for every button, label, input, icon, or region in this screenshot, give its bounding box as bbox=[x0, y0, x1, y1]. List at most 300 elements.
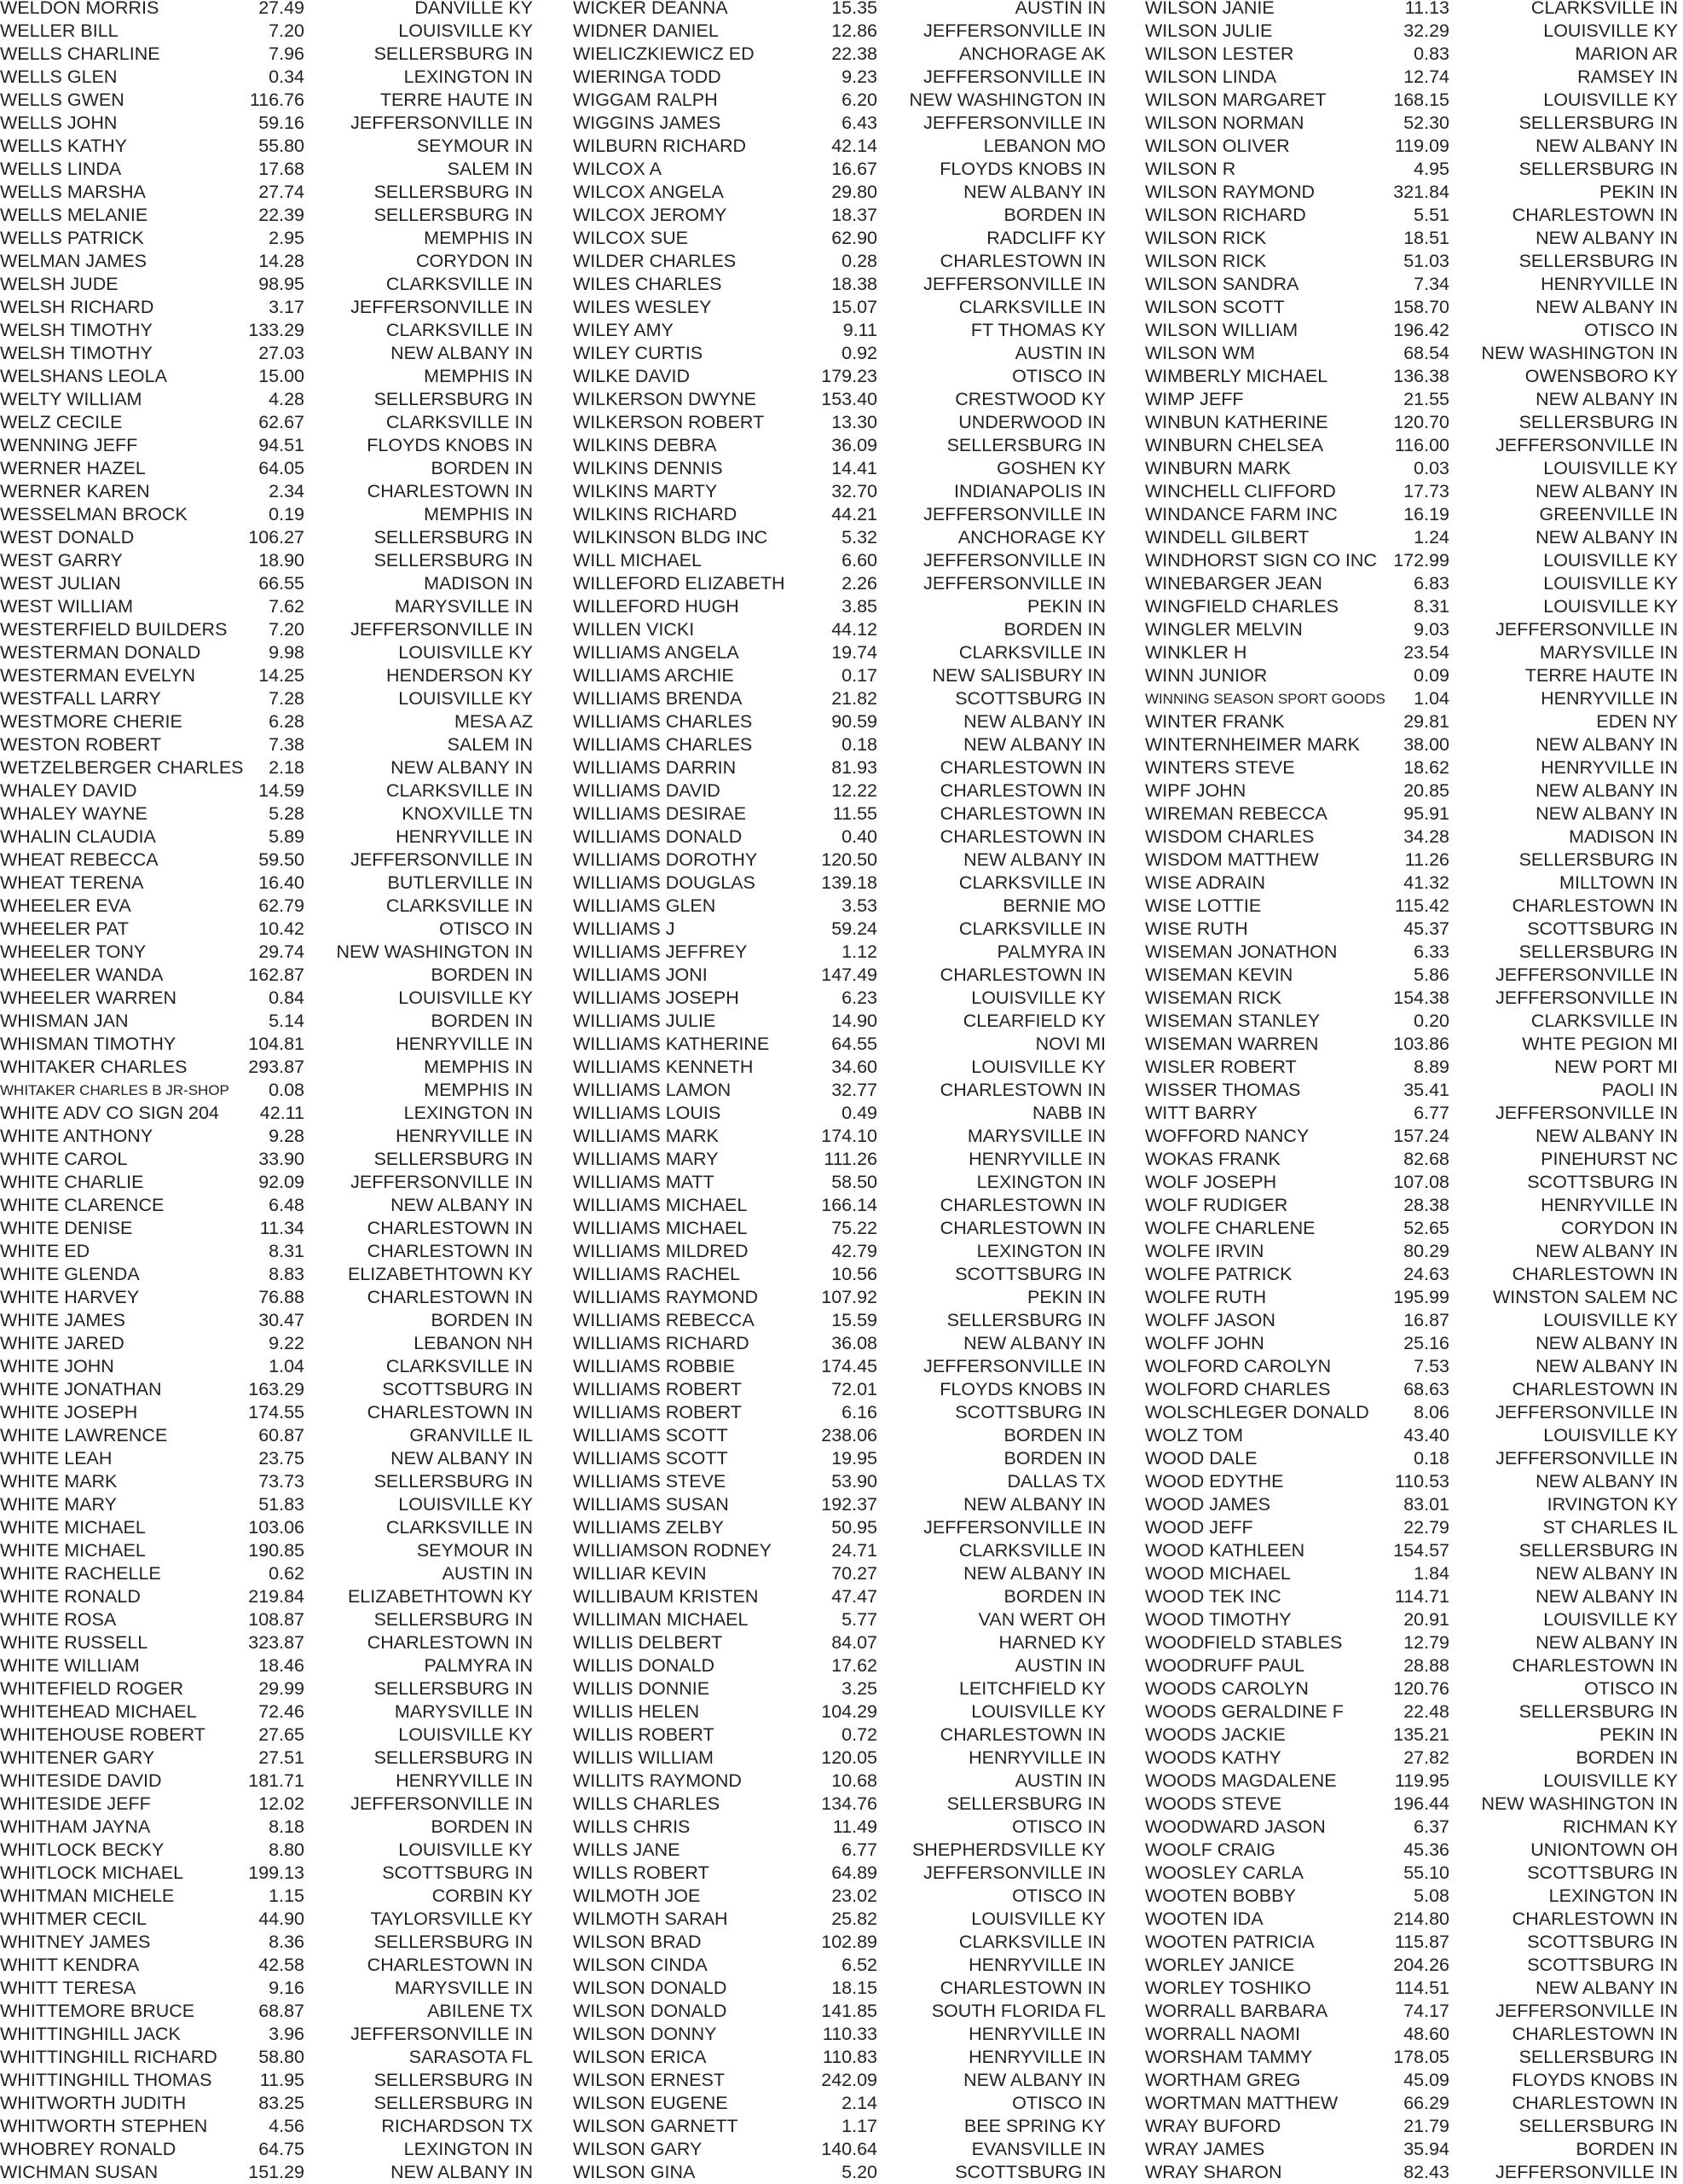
entry-location: CHARLESTOWN IN bbox=[367, 481, 533, 501]
entry-name: WESTERMAN DONALD bbox=[0, 642, 201, 663]
entry-amount: 72.01 bbox=[831, 1379, 877, 1399]
entry-name: WRAY BUFORD bbox=[1145, 2116, 1281, 2136]
entry-name: WILLIAMS DONALD bbox=[573, 826, 743, 847]
entry-location: BORDEN IN bbox=[1003, 1425, 1106, 1445]
entry-amount: 29.80 bbox=[831, 182, 877, 202]
entry-name: WHITTINGHILL THOMAS bbox=[0, 2070, 212, 2090]
listing-row bbox=[573, 1631, 1134, 1654]
entry-amount: 72.46 bbox=[258, 1701, 304, 1722]
entry-amount: 17.68 bbox=[258, 159, 304, 179]
entry-location: ANCHORAGE AK bbox=[958, 43, 1106, 64]
entry-amount: 0.18 bbox=[1414, 1448, 1449, 1469]
entry-name: WOODS JACKIE bbox=[1145, 1724, 1286, 1745]
listing-row bbox=[1145, 826, 1683, 849]
entry-amount: 66.29 bbox=[1403, 2093, 1449, 2113]
listing-row bbox=[0, 503, 561, 526]
entry-name: WILL MICHAEL bbox=[573, 550, 702, 571]
entry-name: WERNER HAZEL bbox=[0, 458, 146, 478]
entry-amount: 94.51 bbox=[258, 435, 304, 455]
entry-location: NEW ALBANY IN bbox=[1536, 1356, 1678, 1376]
entry-location: LOUISVILLE KY bbox=[1543, 1310, 1678, 1330]
entry-name: WOLSCHLEGER DONALD bbox=[1145, 1402, 1369, 1422]
listing-row bbox=[1145, 595, 1683, 618]
listing-row bbox=[1145, 457, 1683, 480]
listing-row bbox=[573, 1493, 1134, 1516]
entry-amount: 323.87 bbox=[248, 1632, 304, 1653]
listing-row bbox=[0, 779, 561, 802]
entry-location: CHARLESTOWN IN bbox=[367, 1241, 533, 1261]
entry-amount: 12.02 bbox=[258, 1793, 304, 1814]
entry-location: BORDEN IN bbox=[431, 1310, 533, 1330]
listing-row bbox=[573, 342, 1134, 365]
entry-amount: 134.76 bbox=[821, 1793, 877, 1814]
entry-location: PEKIN IN bbox=[1599, 1724, 1678, 1745]
entry-amount: 199.13 bbox=[248, 1862, 304, 1883]
entry-name: WHALEY WAYNE bbox=[0, 803, 147, 824]
entry-name: WHITE LAWRENCE bbox=[0, 1425, 168, 1445]
listing-row bbox=[1145, 1816, 1683, 1839]
entry-location: NEW ALBANY IN bbox=[1536, 1126, 1678, 1146]
entry-name: WHITWORTH STEPHEN bbox=[0, 2116, 208, 2136]
entry-amount: 84.07 bbox=[831, 1632, 877, 1653]
entry-name: WISDOM MATTHEW bbox=[1145, 849, 1319, 870]
entry-amount: 166.14 bbox=[821, 1195, 877, 1215]
entry-location: LOUISVILLE KY bbox=[398, 642, 533, 663]
listing-row bbox=[573, 1770, 1134, 1793]
listing-row bbox=[1145, 250, 1683, 273]
entry-location: PINEHURST NC bbox=[1541, 1149, 1678, 1169]
entry-location: JEFFERSONVILLE IN bbox=[350, 113, 533, 133]
listing-row bbox=[1145, 480, 1683, 503]
entry-location: MESA AZ bbox=[454, 711, 533, 732]
entry-name: WOOD EDYTHE bbox=[1145, 1471, 1284, 1492]
entry-name: WILEY AMY bbox=[573, 320, 674, 340]
entry-name: WILLIAMS DESIRAE bbox=[573, 803, 747, 824]
entry-name: WHITE WILLIAM bbox=[0, 1655, 140, 1676]
entry-name: WISSER THOMAS bbox=[1145, 1080, 1301, 1100]
listing-row bbox=[573, 273, 1134, 296]
entry-name: WILLIAMS REBECCA bbox=[573, 1310, 755, 1330]
entry-amount: 51.83 bbox=[258, 1494, 304, 1515]
entry-name: WHITTEMORE BRUCE bbox=[0, 2001, 195, 2021]
entry-name: WOODFIELD STABLES bbox=[1145, 1632, 1343, 1653]
entry-name: WILLIAMS KATHERINE bbox=[573, 1034, 770, 1054]
entry-name: WILKERSON DWYNE bbox=[573, 389, 757, 409]
listing-row bbox=[573, 1309, 1134, 1332]
listing-row bbox=[1145, 802, 1683, 826]
entry-location: LEXINGTON IN bbox=[403, 1103, 533, 1123]
entry-name: WELSH TIMOTHY bbox=[0, 343, 153, 363]
entry-amount: 68.54 bbox=[1403, 343, 1449, 363]
entry-name: WORTHAM GREG bbox=[1145, 2070, 1301, 2090]
entry-location: LEXINGTON IN bbox=[403, 2139, 533, 2159]
listing-row bbox=[573, 365, 1134, 388]
entry-name: WORLEY TOSHIKO bbox=[1145, 1978, 1311, 1998]
entry-name: WOOSLEY CARLA bbox=[1145, 1862, 1304, 1883]
entry-amount: 53.90 bbox=[831, 1471, 877, 1492]
listing-row bbox=[573, 1217, 1134, 1240]
listing-row bbox=[0, 1816, 561, 1839]
listing-row bbox=[573, 181, 1134, 204]
entry-amount: 5.28 bbox=[269, 803, 304, 824]
entry-name: WILLIAMS ZELBY bbox=[573, 1517, 724, 1538]
entry-amount: 6.33 bbox=[1414, 941, 1449, 962]
entry-name: WOLF JOSEPH bbox=[1145, 1172, 1277, 1192]
entry-location: JEFFERSONVILLE IN bbox=[1495, 2001, 1678, 2021]
listing-row bbox=[1145, 1908, 1683, 1931]
entry-location: FLOYDS KNOBS IN bbox=[367, 435, 533, 455]
listing-row bbox=[1145, 1562, 1683, 1585]
listing-row bbox=[1145, 918, 1683, 941]
entry-name: WILLIAMS ARCHIE bbox=[573, 665, 734, 686]
listing-row bbox=[573, 1816, 1134, 1839]
entry-name: WHITE JOHN bbox=[0, 1356, 114, 1376]
entry-location: JEFFERSONVILLE IN bbox=[923, 550, 1106, 571]
entry-name: WILSON RAYMOND bbox=[1145, 182, 1316, 202]
listing-row bbox=[0, 2092, 561, 2115]
listing-column-2 bbox=[573, 0, 1134, 2183]
entry-name: WINDELL GILBERT bbox=[1145, 527, 1310, 547]
listing-row bbox=[1145, 66, 1683, 89]
entry-name: WOODS CAROLYN bbox=[1145, 1678, 1309, 1699]
entry-name: WESSELMAN BROCK bbox=[0, 504, 188, 524]
entry-amount: 11.55 bbox=[832, 803, 877, 824]
entry-amount: 45.37 bbox=[1403, 918, 1449, 939]
listing-row bbox=[573, 710, 1134, 733]
listing-row bbox=[573, 1401, 1134, 1424]
entry-location: CHARLESTOWN IN bbox=[940, 1195, 1106, 1215]
listing-row bbox=[1145, 526, 1683, 549]
entry-location: CHARLESTOWN IN bbox=[1512, 2024, 1678, 2044]
entry-location: LOUISVILLE KY bbox=[1543, 458, 1678, 478]
listing-row bbox=[1145, 779, 1683, 802]
entry-name: WILLIMAN MICHAEL bbox=[573, 1609, 749, 1630]
entry-location: LEXINGTON IN bbox=[976, 1172, 1106, 1192]
listing-row bbox=[573, 43, 1134, 66]
entry-amount: 3.96 bbox=[269, 2024, 304, 2044]
listing-row bbox=[1145, 319, 1683, 342]
entry-location: PEKIN IN bbox=[1027, 1287, 1106, 1307]
listing-row bbox=[1145, 1954, 1683, 1977]
entry-amount: 116.00 bbox=[1394, 435, 1449, 455]
entry-name: WHITESIDE JEFF bbox=[0, 1793, 151, 1814]
entry-amount: 172.99 bbox=[1393, 550, 1449, 571]
entry-amount: 17.73 bbox=[1403, 481, 1449, 501]
entry-amount: 16.87 bbox=[1403, 1310, 1449, 1330]
entry-location: BORDEN IN bbox=[431, 1011, 533, 1031]
entry-amount: 98.95 bbox=[258, 274, 304, 294]
entry-location: NEW ALBANY IN bbox=[963, 1333, 1106, 1353]
entry-amount: 0.34 bbox=[269, 67, 304, 87]
entry-name: WOODRUFF PAUL bbox=[1145, 1655, 1305, 1676]
listing-row bbox=[0, 227, 561, 250]
entry-name: WILSON ERNEST bbox=[573, 2070, 725, 2090]
entry-location: FLOYDS KNOBS IN bbox=[940, 159, 1106, 179]
listing-row bbox=[1145, 296, 1683, 319]
entry-amount: 52.65 bbox=[1403, 1218, 1449, 1238]
listing-row bbox=[573, 1148, 1134, 1171]
listing-row bbox=[0, 1931, 561, 1954]
entry-location: SELLERSBURG IN bbox=[373, 550, 533, 571]
listing-row bbox=[573, 250, 1134, 273]
entry-name: WIERINGA TODD bbox=[573, 67, 721, 87]
listing-row bbox=[0, 941, 561, 964]
listing-row bbox=[573, 895, 1134, 918]
entry-amount: 11.34 bbox=[259, 1218, 304, 1238]
entry-amount: 1.15 bbox=[269, 1886, 304, 1906]
listing-row bbox=[0, 1424, 561, 1447]
entry-amount: 15.07 bbox=[831, 297, 877, 317]
entry-location: HENRYVILLE IN bbox=[396, 1034, 533, 1054]
entry-amount: 90.59 bbox=[831, 711, 877, 732]
entry-name: WILSON BRAD bbox=[573, 1932, 702, 1952]
entry-name: WHITE MARY bbox=[0, 1494, 117, 1515]
listing-row bbox=[573, 135, 1134, 158]
listing-row bbox=[0, 1079, 561, 1102]
entry-name: WOOD TEK INC bbox=[1145, 1586, 1281, 1607]
listing-row bbox=[0, 204, 561, 227]
entry-name: WILLIAMS JONI bbox=[573, 965, 708, 985]
listing-row bbox=[0, 1378, 561, 1401]
entry-name: WILLIS DELBERT bbox=[573, 1632, 723, 1653]
listing-row bbox=[573, 1102, 1134, 1125]
entry-name: WOOTEN PATRICIA bbox=[1145, 1932, 1315, 1952]
listing-row bbox=[0, 733, 561, 756]
entry-location: MADISON IN bbox=[1569, 826, 1678, 847]
entry-amount: 76.88 bbox=[258, 1287, 304, 1307]
listing-row bbox=[573, 826, 1134, 849]
entry-name: WIDNER DANIEL bbox=[573, 20, 719, 41]
listing-row bbox=[1145, 1723, 1683, 1747]
entry-name: WHITWORTH JUDITH bbox=[0, 2093, 187, 2113]
entry-amount: 14.25 bbox=[258, 665, 304, 686]
entry-name: WHITE MICHAEL bbox=[0, 1540, 146, 1561]
entry-amount: 119.09 bbox=[1394, 136, 1449, 156]
entry-amount: 108.87 bbox=[248, 1609, 304, 1630]
entry-name: WILES WESLEY bbox=[573, 297, 712, 317]
listing-row bbox=[1145, 2069, 1683, 2092]
entry-name: WELLS CHARLINE bbox=[0, 43, 160, 64]
entry-location: SCOTTSBURG IN bbox=[955, 1402, 1106, 1422]
entry-amount: 242.09 bbox=[821, 2070, 877, 2090]
entry-name: WHITTINGHILL RICHARD bbox=[0, 2047, 217, 2067]
entry-name: WILLIAMS JULIE bbox=[573, 1011, 716, 1031]
entry-location: NEW ALBANY IN bbox=[390, 757, 533, 778]
listing-row bbox=[573, 1839, 1134, 1862]
entry-location: HENRYVILLE IN bbox=[396, 1770, 533, 1791]
entry-name: WOLFORD CAROLYN bbox=[1145, 1356, 1332, 1376]
listing-row bbox=[1145, 1010, 1683, 1033]
listing-row bbox=[1145, 1217, 1683, 1240]
entry-amount: 64.55 bbox=[831, 1034, 877, 1054]
entry-name: WILLIS DONALD bbox=[573, 1655, 715, 1676]
entry-name: WHITE ED bbox=[0, 1241, 90, 1261]
listing-row bbox=[1145, 503, 1683, 526]
entry-name: WILSON SCOTT bbox=[1145, 297, 1285, 317]
entry-name: WINTERNHEIMER MARK bbox=[1145, 734, 1361, 755]
entry-location: ELIZABETHTOWN KY bbox=[347, 1264, 533, 1284]
listing-row bbox=[573, 1240, 1134, 1263]
listing-row bbox=[573, 849, 1134, 872]
listing-row bbox=[573, 641, 1134, 664]
listing-row bbox=[1145, 1171, 1683, 1194]
entry-location: CLARKSVILLE IN bbox=[958, 918, 1106, 939]
entry-name: WILLIAMS ROBERT bbox=[573, 1402, 742, 1422]
listing-row bbox=[1145, 1585, 1683, 1608]
entry-name: WILSON JULIE bbox=[1145, 20, 1273, 41]
entry-name: WOLFORD CHARLES bbox=[1145, 1379, 1331, 1399]
listing-row bbox=[1145, 1447, 1683, 1470]
entry-amount: 196.42 bbox=[1393, 320, 1449, 340]
entry-name: WHITESIDE DAVID bbox=[0, 1770, 162, 1791]
entry-location: HENRYVILLE IN bbox=[396, 1126, 533, 1146]
entry-location: BORDEN IN bbox=[1576, 1747, 1678, 1768]
entry-location: TERRE HAUTE IN bbox=[1524, 665, 1678, 686]
listing-row bbox=[0, 273, 561, 296]
entry-amount: 81.93 bbox=[831, 757, 877, 778]
entry-location: OTISCO IN bbox=[1012, 1816, 1106, 1837]
listing-row bbox=[1145, 388, 1683, 411]
entry-amount: 9.11 bbox=[842, 320, 877, 340]
entry-name: WILSON DONNY bbox=[573, 2024, 717, 2044]
entry-location: NEW SALISBURY IN bbox=[932, 665, 1106, 686]
entry-amount: 181.71 bbox=[248, 1770, 304, 1791]
listing-row bbox=[0, 1263, 561, 1286]
listing-row bbox=[573, 779, 1134, 802]
entry-location: NEW ALBANY IN bbox=[963, 2070, 1106, 2090]
listing-row bbox=[1145, 1539, 1683, 1562]
entry-amount: 1.12 bbox=[842, 941, 877, 962]
entry-location: CHARLESTOWN IN bbox=[1512, 1264, 1678, 1284]
entry-amount: 8.18 bbox=[269, 1816, 304, 1837]
listing-row bbox=[1145, 1885, 1683, 1908]
entry-amount: 59.16 bbox=[258, 113, 304, 133]
entry-location: NEW WASHINGTON IN bbox=[909, 90, 1106, 110]
entry-location: SEYMOUR IN bbox=[416, 136, 533, 156]
entry-amount: 62.67 bbox=[258, 412, 304, 432]
listing-row bbox=[0, 1908, 561, 1931]
entry-location: BORDEN IN bbox=[1576, 2139, 1678, 2159]
entry-location: NEW ALBANY IN bbox=[1536, 1632, 1678, 1653]
entry-location: MEMPHIS IN bbox=[424, 366, 533, 386]
entry-amount: 25.16 bbox=[1403, 1333, 1449, 1353]
entry-amount: 12.74 bbox=[1403, 67, 1449, 87]
entry-name: WILLIAMS CHARLES bbox=[573, 711, 753, 732]
entry-name: WHITE ANTHONY bbox=[0, 1126, 153, 1146]
entry-location: BORDEN IN bbox=[1003, 619, 1106, 640]
entry-amount: 43.40 bbox=[1403, 1425, 1449, 1445]
entry-amount: 136.38 bbox=[1393, 366, 1449, 386]
entry-name: WILLS CHARLES bbox=[573, 1793, 720, 1814]
entry-amount: 23.75 bbox=[258, 1448, 304, 1469]
listing-row bbox=[573, 618, 1134, 641]
entry-name: WHITE RACHELLE bbox=[0, 1563, 161, 1584]
entry-location: MEMPHIS IN bbox=[424, 1080, 533, 1100]
entry-amount: 27.74 bbox=[258, 182, 304, 202]
entry-location: HENRYVILLE IN bbox=[1541, 274, 1678, 294]
entry-amount: 120.70 bbox=[1393, 412, 1449, 432]
entry-location: BORDEN IN bbox=[431, 1816, 533, 1837]
entry-amount: 44.12 bbox=[831, 619, 877, 640]
entry-amount: 8.80 bbox=[269, 1839, 304, 1860]
entry-name: WOLFE RUTH bbox=[1145, 1287, 1267, 1307]
entry-amount: 178.05 bbox=[1393, 2047, 1449, 2067]
entry-location: JEFFERSONVILLE IN bbox=[350, 619, 533, 640]
entry-location: SELLERSBURG IN bbox=[373, 389, 533, 409]
entry-location: LOUISVILLE KY bbox=[971, 1701, 1106, 1722]
entry-amount: 29.99 bbox=[258, 1678, 304, 1699]
entry-name: WELSH RICHARD bbox=[0, 297, 154, 317]
entry-name: WHITE RONALD bbox=[0, 1586, 141, 1607]
entry-name: WOODS STEVE bbox=[1145, 1793, 1282, 1814]
entry-amount: 27.82 bbox=[1403, 1747, 1449, 1768]
entry-location: SELLERSBURG IN bbox=[373, 2093, 533, 2113]
entry-name: WILSON DONALD bbox=[573, 1978, 727, 1998]
entry-name: WILLIAMS KENNETH bbox=[573, 1057, 754, 1077]
entry-location: NEW ALBANY IN bbox=[1536, 228, 1678, 248]
entry-amount: 24.71 bbox=[831, 1540, 877, 1561]
listing-row bbox=[0, 1885, 561, 1908]
listing-row bbox=[1145, 1793, 1683, 1816]
listing-row bbox=[1145, 1240, 1683, 1263]
listing-row bbox=[1145, 158, 1683, 181]
entry-name: WISEMAN JONATHON bbox=[1145, 941, 1338, 962]
listing-row bbox=[0, 1493, 561, 1516]
listing-row bbox=[1145, 1056, 1683, 1079]
entry-location: KNOXVILLE TN bbox=[402, 803, 533, 824]
listing-row bbox=[573, 66, 1134, 89]
listing-row bbox=[1145, 710, 1683, 733]
listing-row bbox=[1145, 112, 1683, 135]
entry-amount: 0.72 bbox=[842, 1724, 877, 1745]
entry-amount: 106.27 bbox=[248, 527, 304, 547]
entry-location: SELLERSBURG IN bbox=[946, 1793, 1106, 1814]
entry-location: PALMYRA IN bbox=[997, 941, 1106, 962]
entry-location: NEW ALBANY IN bbox=[963, 734, 1106, 755]
entry-location: CHARLESTOWN IN bbox=[1512, 1655, 1678, 1676]
entry-location: HENRYVILLE IN bbox=[969, 1747, 1106, 1768]
listing-row bbox=[573, 388, 1134, 411]
entry-name: WISE RUTH bbox=[1145, 918, 1248, 939]
entry-name: WHITE JONATHAN bbox=[0, 1379, 162, 1399]
entry-amount: 95.91 bbox=[1403, 803, 1449, 824]
entry-name: WEST GARRY bbox=[0, 550, 123, 571]
entry-amount: 34.60 bbox=[831, 1057, 877, 1077]
entry-location: CHARLESTOWN IN bbox=[367, 1402, 533, 1422]
entry-amount: 7.28 bbox=[269, 688, 304, 709]
entry-amount: 153.40 bbox=[821, 389, 877, 409]
entry-amount: 1.24 bbox=[1414, 527, 1449, 547]
entry-name: WOKAS FRANK bbox=[1145, 1149, 1281, 1169]
listing-row bbox=[1145, 572, 1683, 595]
entry-name: WIMBERLY MICHAEL bbox=[1145, 366, 1328, 386]
entry-location: SCOTTSBURG IN bbox=[1527, 1862, 1678, 1883]
entry-name: WILKERSON ROBERT bbox=[573, 412, 765, 432]
entry-name: WORSHAM TAMMY bbox=[1145, 2047, 1313, 2067]
entry-location: NEW WASHINGTON IN bbox=[1481, 1793, 1678, 1814]
entry-location: NEW PORT MI bbox=[1554, 1057, 1678, 1077]
entry-name: WILES CHARLES bbox=[573, 274, 722, 294]
listing-row bbox=[0, 1010, 561, 1033]
entry-name: WELLS MARSHA bbox=[0, 182, 146, 202]
listing-row bbox=[1145, 1079, 1683, 1102]
listing-row bbox=[1145, 1654, 1683, 1677]
entry-name: WHITHAM JAYNA bbox=[0, 1816, 151, 1837]
listing-row bbox=[1145, 2115, 1683, 2138]
entry-name: WELSH TIMOTHY bbox=[0, 320, 153, 340]
entry-name: WEST JULIAN bbox=[0, 573, 121, 594]
entry-amount: 92.09 bbox=[258, 1172, 304, 1192]
